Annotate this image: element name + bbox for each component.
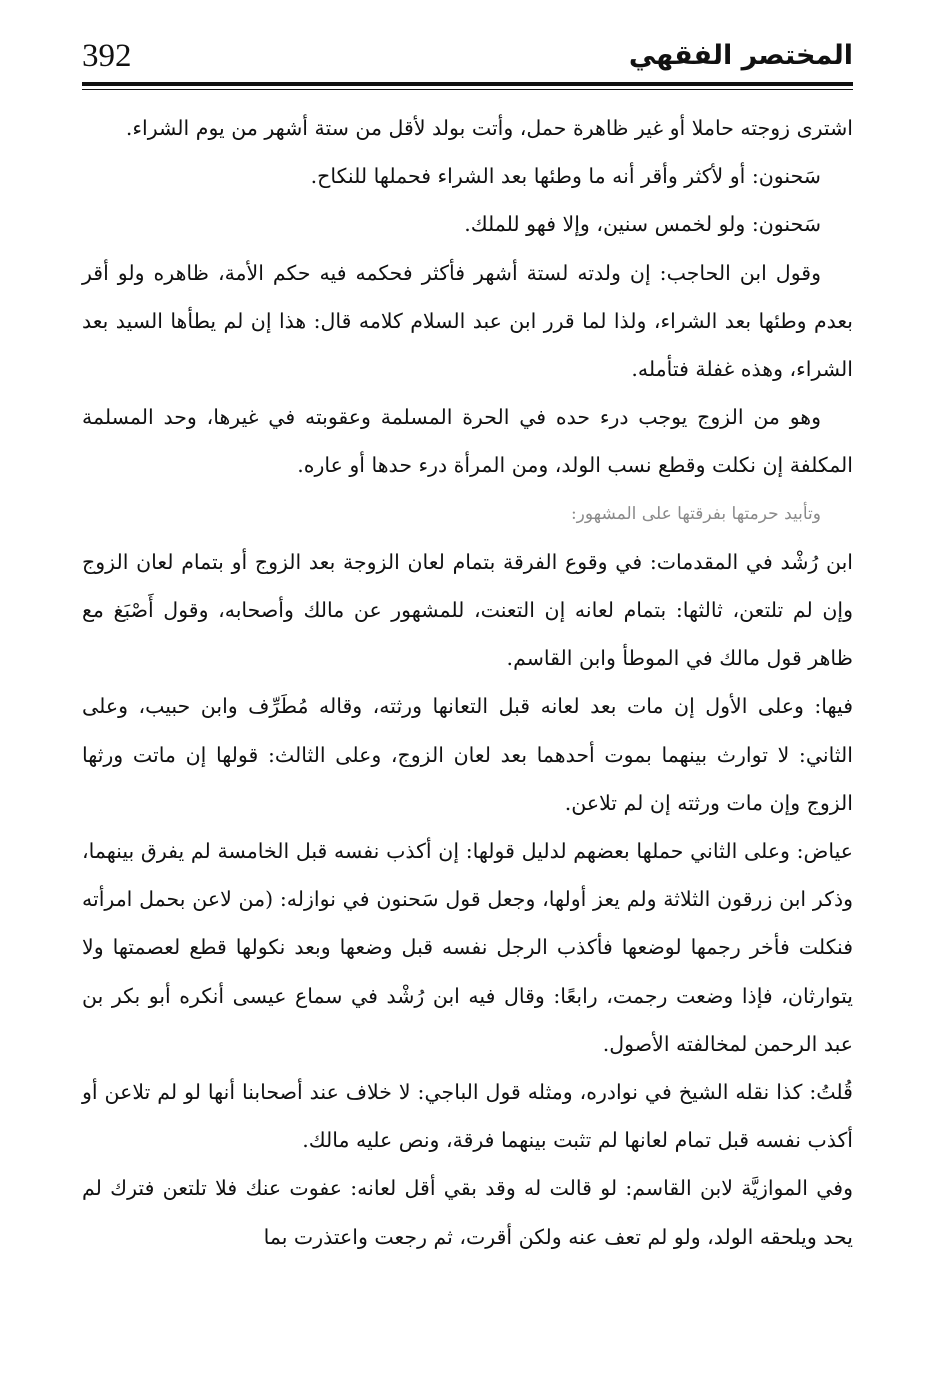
- header-rule-thin: [82, 89, 853, 90]
- paragraph: وهو من الزوج يوجب درء حده في الحرة المسلمة وعقوبته في غيرها، وحد المسلمة المكلفة إن نكلت وقطع نسب الولد، ومن المرأة درء حدها أو عاره.: [82, 405, 853, 478]
- paragraph: وقول ابن الحاجب: إن ولدته لستة أشهر فأكثر فحكمه فيه حكم الأمة، ظاهره ولو أقر بعدم وطئها بعد الشراء، ولذا لما قرر ابن عبد السلام كلامه قال: هذا إن لم يطأها السيد بعد الشراء، وهذه غفلة فتأمله.: [82, 260, 853, 382]
- faded-subheading: وتأبيد حرمتها بفرقتها على المشهور:: [570, 503, 821, 524]
- paragraph: سَحنون: أو لأكثر وأقر أنه ما وطئها بعد الشراء فحملها للنكاح.: [310, 164, 821, 189]
- page-number: 392: [82, 38, 132, 74]
- page-header: [82, 34, 853, 82]
- paragraph: عياض: وعلى الثاني حملها بعضهم لدليل قولها: إن أكذب نفسه قبل الخامسة لم يفرق بينهما، وذكر ابن زرقون الثلاثة ولم يعز أولها، وجعل قول سَحنون في نوازله: (من لاعن بحمل امرأته فنكلت فأخر رجمها لوضعها فأكذب الرجل نفسه قبل وضعها وبعد نكولها قطع لعصمتها ولا يتوارثان، فإذا وضعت رجمت، رابعًا: وقال فيه ابن رُشْد في سماع عيسى أنكره أبو بكر بن عبد الرحمن لمخالفته الأصول.: [82, 839, 853, 1056]
- page-body: [82, 104, 853, 1261]
- paragraph: قُلتُ: كذا نقله الشيخ في نوادره، ومثله قول الباجي: لا خلاف عند أصحابنا أنها لو لم تلاعن أو أكذب نفسه قبل تمام لعانها لم تثبت بينهما فرقة، ونص عليه مالك.: [82, 1080, 853, 1153]
- paragraph: وفي الموازيَّة لابن القاسم: لو قالت له وقد بقي أقل لعانه: عفوت عنك فلا تلتعن فترك لم يحد ويلحقه الولد، ولو لم تعف عنه ولكن أقرت، ثم رجعت واعتذرت بما: [82, 1176, 853, 1249]
- header-rule-thick: [82, 82, 853, 86]
- paragraph: اشترى زوجته حاملا أو غير ظاهرة حمل، وأتت بولد لأقل من ستة أشهر من يوم الشراء.: [125, 116, 853, 140]
- paragraph: فيها: وعلى الأول إن مات بعد لعانه قبل التعانها ورثته، وقاله مُطَرِّف وابن حبيب، وعلى الثاني: لا توارث بينهما بموت أحدهما بعد لعان الزوج، وعلى الثالث: قولها إن ماتت ورثها الزوج وإن مات ورثته إن لم تلاعن.: [82, 694, 853, 815]
- paragraph: ابن رُشْد في المقدمات: في وقوع الفرقة بتمام لعان الزوجة بعد الزوج أو بتمام لعان الزوج وإن لم تلتعن، ثالثها: بتمام لعانه إن التعنت، للمشهور عن مالك وأصحابه، وقول أَصْبَغ مع ظاهر قول مالك في الموطأ وابن القاسم.: [82, 549, 853, 671]
- running-title: المختصر الفقهي: [628, 40, 853, 71]
- paragraph: سَحنون: ولو لخمس سنين، وإلا فهو للملك.: [464, 212, 821, 237]
